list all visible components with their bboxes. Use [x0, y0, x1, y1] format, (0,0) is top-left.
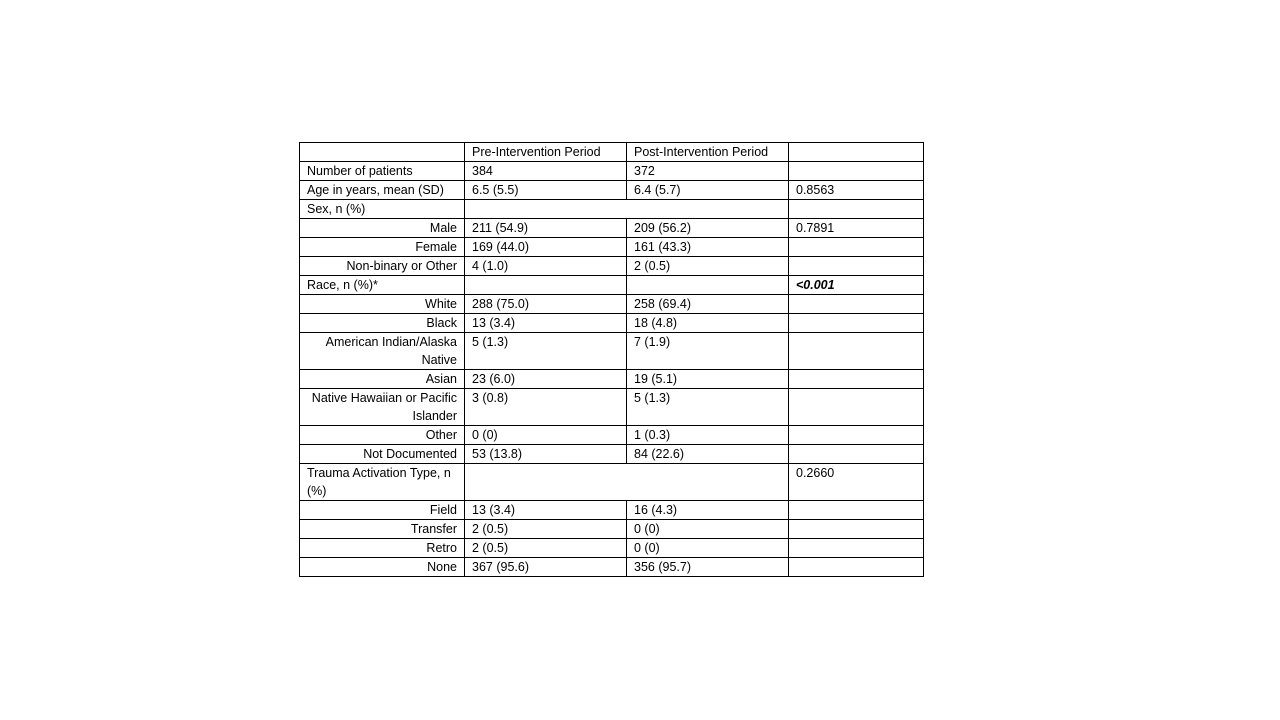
- pre-intervention-value: 288 (75.0): [465, 295, 627, 314]
- table-row: [300, 445, 924, 464]
- pre-intervention-value: 3 (0.8): [465, 389, 627, 426]
- row-label: Number of patients: [300, 162, 465, 181]
- row-label: Race, n (%)*: [300, 276, 465, 295]
- post-intervention-value: 18 (4.8): [627, 314, 789, 333]
- p-value: [789, 314, 924, 333]
- p-value: [789, 295, 924, 314]
- row-label: American Indian/Alaska Native: [300, 333, 465, 370]
- pre-intervention-value: 0 (0): [465, 426, 627, 445]
- row-label: Field: [300, 501, 465, 520]
- table-row: [300, 426, 924, 445]
- table-row: [300, 333, 924, 370]
- row-label: White: [300, 295, 465, 314]
- post-intervention-value: 356 (95.7): [627, 558, 789, 577]
- p-value: [789, 501, 924, 520]
- row-empty-span: [465, 200, 789, 219]
- row-label: Native Hawaiian or Pacific Islander: [300, 389, 465, 426]
- p-value: [789, 520, 924, 539]
- table-row: [300, 162, 924, 181]
- pre-intervention-value: 5 (1.3): [465, 333, 627, 370]
- header-cell-pvalue: [789, 143, 924, 162]
- table-row: [300, 238, 924, 257]
- p-value: [789, 389, 924, 426]
- p-value: [789, 333, 924, 370]
- table-row: [300, 464, 924, 501]
- row-label: Black: [300, 314, 465, 333]
- table-row: [300, 558, 924, 577]
- pre-intervention-value: 169 (44.0): [465, 238, 627, 257]
- table-row: [300, 501, 924, 520]
- row-label: Male: [300, 219, 465, 238]
- table-row: [300, 539, 924, 558]
- pre-intervention-value: 4 (1.0): [465, 257, 627, 276]
- post-intervention-value: 84 (22.6): [627, 445, 789, 464]
- post-intervention-value: 209 (56.2): [627, 219, 789, 238]
- row-label: Not Documented: [300, 445, 465, 464]
- post-intervention-value: 0 (0): [627, 520, 789, 539]
- header-row: [300, 143, 924, 162]
- table-row: [300, 257, 924, 276]
- p-value: [789, 200, 924, 219]
- post-intervention-value: 7 (1.9): [627, 333, 789, 370]
- pre-intervention-value: 211 (54.9): [465, 219, 627, 238]
- pre-intervention-value: [465, 276, 627, 295]
- pre-intervention-value: 6.5 (5.5): [465, 181, 627, 200]
- row-label: Asian: [300, 370, 465, 389]
- p-value: 0.7891: [789, 219, 924, 238]
- post-intervention-value: 19 (5.1): [627, 370, 789, 389]
- p-value: [789, 426, 924, 445]
- row-label: Non-binary or Other: [300, 257, 465, 276]
- p-value: [789, 558, 924, 577]
- pre-intervention-value: 2 (0.5): [465, 520, 627, 539]
- p-value: [789, 162, 924, 181]
- table-row: [300, 276, 924, 295]
- row-label: Age in years, mean (SD): [300, 181, 465, 200]
- post-intervention-value: 6.4 (5.7): [627, 181, 789, 200]
- p-value: 0.2660: [789, 464, 924, 501]
- post-intervention-value: 2 (0.5): [627, 257, 789, 276]
- row-label: None: [300, 558, 465, 577]
- post-intervention-value: 0 (0): [627, 539, 789, 558]
- post-intervention-value: 1 (0.3): [627, 426, 789, 445]
- pre-intervention-value: 2 (0.5): [465, 539, 627, 558]
- table-row: [300, 370, 924, 389]
- row-empty-span: [465, 464, 789, 501]
- table-row: [300, 219, 924, 238]
- post-intervention-value: 258 (69.4): [627, 295, 789, 314]
- pre-intervention-value: 23 (6.0): [465, 370, 627, 389]
- post-intervention-value: 372: [627, 162, 789, 181]
- table-row: [300, 181, 924, 200]
- post-intervention-value: [627, 276, 789, 295]
- post-intervention-value: 16 (4.3): [627, 501, 789, 520]
- p-value: [789, 370, 924, 389]
- header-cell-post: Post-Intervention Period: [627, 143, 789, 162]
- pre-intervention-value: 53 (13.8): [465, 445, 627, 464]
- table-row: [300, 389, 924, 426]
- p-value: <0.001: [789, 276, 924, 295]
- post-intervention-value: 161 (43.3): [627, 238, 789, 257]
- table-row: [300, 200, 924, 219]
- p-value: 0.8563: [789, 181, 924, 200]
- header-cell-label: [300, 143, 465, 162]
- row-label: Retro: [300, 539, 465, 558]
- pre-intervention-value: 13 (3.4): [465, 501, 627, 520]
- post-intervention-value: 5 (1.3): [627, 389, 789, 426]
- demographics-table: [299, 142, 924, 577]
- row-label: Other: [300, 426, 465, 445]
- pre-intervention-value: 367 (95.6): [465, 558, 627, 577]
- p-value: [789, 257, 924, 276]
- header-cell-pre: Pre-Intervention Period: [465, 143, 627, 162]
- row-label: Trauma Activation Type, n (%): [300, 464, 465, 501]
- p-value: [789, 445, 924, 464]
- table-row: [300, 295, 924, 314]
- p-value: [789, 238, 924, 257]
- p-value: [789, 539, 924, 558]
- table-row: [300, 314, 924, 333]
- row-label: Transfer: [300, 520, 465, 539]
- pre-intervention-value: 384: [465, 162, 627, 181]
- pre-intervention-value: 13 (3.4): [465, 314, 627, 333]
- table-row: [300, 520, 924, 539]
- row-label: Female: [300, 238, 465, 257]
- row-label: Sex, n (%): [300, 200, 465, 219]
